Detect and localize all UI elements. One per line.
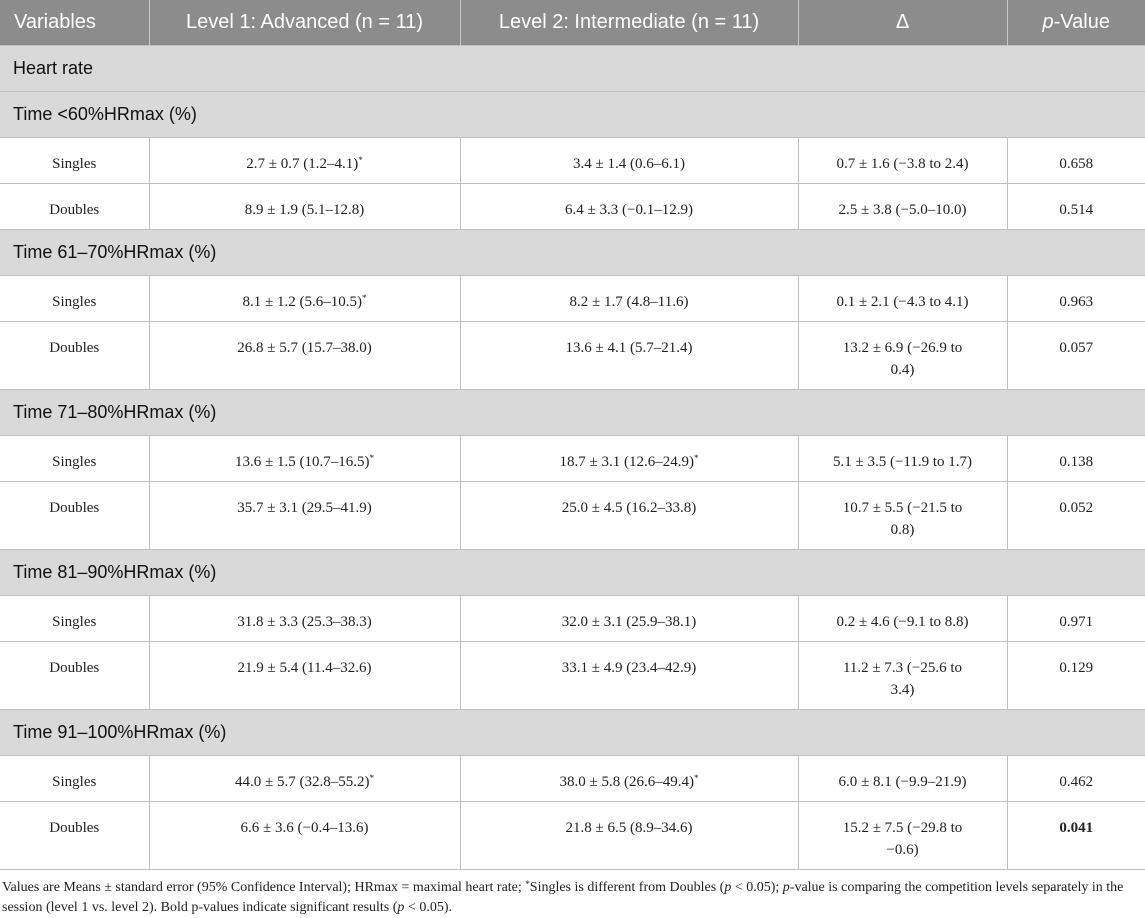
cell-delta-text: 10.7 ± 5.5 (−21.5 to 0.8) xyxy=(842,500,963,538)
cell-level1 xyxy=(149,322,460,390)
table-row xyxy=(0,322,1145,390)
table-row xyxy=(0,802,1145,870)
cell-p-value xyxy=(1007,642,1145,710)
cell-delta-text: 2.5 ± 3.8 (−5.0–10.0) xyxy=(838,202,967,218)
cell-delta-text: 0.7 ± 1.6 (−3.8 to 2.4) xyxy=(836,156,969,172)
cell-delta-text: 13.2 ± 6.9 (−26.9 to 0.4) xyxy=(842,340,963,378)
cell-level2 xyxy=(460,596,798,642)
section-title: Time 71–80%HRmax (%) xyxy=(0,390,1145,436)
cell-level1 xyxy=(149,756,460,802)
cell-level1-text: 21.9 ± 5.4 (11.4–32.6) xyxy=(237,660,372,676)
section-title: Heart rate xyxy=(0,46,1145,92)
cell-level2 xyxy=(460,642,798,710)
section-row xyxy=(0,92,1145,138)
cell-delta-text: 0.2 ± 4.6 (−9.1 to 8.8) xyxy=(836,614,969,630)
cell-label-text: Singles xyxy=(52,614,97,630)
section-title: Time 91–100%HRmax (%) xyxy=(0,710,1145,756)
cell-p-value xyxy=(1007,802,1145,870)
cell-level2-text: 18.7 ± 3.1 (12.6–24.9) xyxy=(559,454,694,470)
significance-marker: * xyxy=(361,293,367,303)
cell-label xyxy=(0,436,149,482)
cell-label-text: Doubles xyxy=(49,202,100,218)
footnote-p1: p xyxy=(724,880,732,895)
cell-level1-text: 31.8 ± 3.3 (25.3–38.3) xyxy=(237,614,372,630)
table-row xyxy=(0,276,1145,322)
table-row xyxy=(0,596,1145,642)
footnote-part4: -value is comparing the competition levels separately in the session (level 1 vs. level 2). Bold p-values indicate significant results ( xyxy=(2,880,1124,915)
cell-level2 xyxy=(460,436,798,482)
cell-level2 xyxy=(460,322,798,390)
cell-p-value-text: 0.462 xyxy=(1059,774,1094,790)
significance-marker: * xyxy=(693,773,699,783)
cell-level2 xyxy=(460,756,798,802)
cell-level1-text: 44.0 ± 5.7 (32.8–55.2) xyxy=(235,774,370,790)
cell-level2-text: 32.0 ± 3.1 (25.9–38.1) xyxy=(561,614,697,630)
cell-level1 xyxy=(149,138,460,184)
cell-p-value-text: 0.658 xyxy=(1059,156,1094,172)
cell-p-value xyxy=(1007,596,1145,642)
cell-level1 xyxy=(149,184,460,230)
cell-level1 xyxy=(149,276,460,322)
header-p-italic: p xyxy=(1042,11,1054,33)
cell-level2-text: 33.1 ± 4.9 (23.4–42.9) xyxy=(561,660,697,676)
footnote-p3: p xyxy=(397,900,405,915)
cell-level1 xyxy=(149,596,460,642)
header-level2: Level 2: Intermediate (n = 11) xyxy=(460,0,798,46)
footnote-part3: < 0.05); xyxy=(731,880,783,895)
section-row xyxy=(0,390,1145,436)
cell-label-text: Doubles xyxy=(49,660,100,676)
cell-level2 xyxy=(460,482,798,550)
footnote-p2: p xyxy=(782,880,790,895)
cell-p-value-text: 0.052 xyxy=(1059,500,1094,516)
cell-level1-text: 2.7 ± 0.7 (1.2–4.1) xyxy=(246,156,359,172)
cell-p-value xyxy=(1007,756,1145,802)
table-row xyxy=(0,184,1145,230)
cell-level2 xyxy=(460,276,798,322)
cell-delta-text: 0.1 ± 2.1 (−4.3 to 4.1) xyxy=(836,294,969,310)
header-p-value xyxy=(1007,0,1145,46)
cell-delta xyxy=(798,642,1007,710)
cell-level1 xyxy=(149,482,460,550)
cell-delta xyxy=(798,802,1007,870)
header-variables: Variables xyxy=(0,0,149,46)
cell-label xyxy=(0,756,149,802)
significance-marker: * xyxy=(369,453,374,463)
cell-level1 xyxy=(149,436,460,482)
cell-level2-text: 25.0 ± 4.5 (16.2–33.8) xyxy=(561,500,697,516)
cell-p-value-text: 0.963 xyxy=(1059,294,1094,310)
cell-p-value xyxy=(1007,482,1145,550)
table-row xyxy=(0,482,1145,550)
table-row xyxy=(0,138,1145,184)
cell-delta xyxy=(798,596,1007,642)
cell-label xyxy=(0,322,149,390)
table-row xyxy=(0,436,1145,482)
cell-delta-text: 11.2 ± 7.3 (−25.6 to 3.4) xyxy=(842,660,963,698)
section-title: Time 81–90%HRmax (%) xyxy=(0,550,1145,596)
cell-level2-text: 8.2 ± 1.7 (4.8–11.6) xyxy=(569,294,689,310)
significance-marker: * xyxy=(358,155,363,165)
table-row xyxy=(0,756,1145,802)
cell-label xyxy=(0,276,149,322)
cell-p-value-text: 0.057 xyxy=(1059,340,1094,356)
table-row xyxy=(0,642,1145,710)
cell-level2 xyxy=(460,184,798,230)
footnote-part5: < 0.05). xyxy=(404,900,452,915)
section-row xyxy=(0,550,1145,596)
cell-label xyxy=(0,802,149,870)
header-delta: Δ xyxy=(798,0,1007,46)
table-body xyxy=(0,46,1145,870)
cell-level1-text: 35.7 ± 3.1 (29.5–41.9) xyxy=(237,500,372,516)
cell-label-text: Singles xyxy=(52,774,97,790)
cell-label-text: Singles xyxy=(52,156,97,172)
table-footnote xyxy=(0,870,1144,918)
cell-delta xyxy=(798,322,1007,390)
cell-level2-text: 13.6 ± 4.1 (5.7–21.4) xyxy=(565,340,693,356)
cell-level2-text: 21.8 ± 6.5 (8.9–34.6) xyxy=(565,820,693,836)
cell-level2-text: 3.4 ± 1.4 (0.6–6.1) xyxy=(573,156,685,172)
cell-p-value xyxy=(1007,436,1145,482)
cell-p-value-text: 0.138 xyxy=(1059,454,1094,470)
cell-p-value-text: 0.129 xyxy=(1059,660,1094,676)
cell-level1-text: 13.6 ± 1.5 (10.7–16.5) xyxy=(235,454,370,470)
cell-label xyxy=(0,482,149,550)
cell-delta xyxy=(798,756,1007,802)
cell-label-text: Singles xyxy=(52,294,97,310)
section-title: Time 61–70%HRmax (%) xyxy=(0,230,1145,276)
table-header xyxy=(0,0,1145,46)
header-p-rest: -Value xyxy=(1053,11,1110,33)
cell-label-text: Doubles xyxy=(49,500,100,516)
cell-level1-text: 26.8 ± 5.7 (15.7–38.0) xyxy=(237,340,372,356)
cell-delta xyxy=(798,436,1007,482)
cell-level2 xyxy=(460,802,798,870)
cell-p-value xyxy=(1007,138,1145,184)
cell-delta xyxy=(798,184,1007,230)
significance-marker: * xyxy=(369,773,374,783)
cell-level1 xyxy=(149,642,460,710)
section-row-heart-rate xyxy=(0,46,1145,92)
cell-p-value-text: 0.514 xyxy=(1059,202,1094,218)
cell-level1-text: 8.1 ± 1.2 (5.6–10.5) xyxy=(242,294,362,310)
cell-p-value xyxy=(1007,322,1145,390)
cell-level2-text: 6.4 ± 3.3 (−0.1–12.9) xyxy=(565,202,693,218)
cell-label-text: Singles xyxy=(52,454,97,470)
footnote-asterisk: * xyxy=(525,879,530,889)
cell-p-value xyxy=(1007,276,1145,322)
cell-delta xyxy=(798,138,1007,184)
cell-label-text: Doubles xyxy=(49,820,100,836)
cell-delta xyxy=(798,482,1007,550)
cell-level1-text: 6.6 ± 3.6 (−0.4–13.6) xyxy=(240,820,369,836)
cell-delta-text: 15.2 ± 7.5 (−29.8 to −0.6) xyxy=(842,820,963,858)
header-level1: Level 1: Advanced (n = 11) xyxy=(149,0,460,46)
cell-delta-text: 5.1 ± 3.5 (−11.9 to 1.7) xyxy=(832,454,973,470)
footnote-part2: Singles is different from Doubles ( xyxy=(529,880,725,895)
cell-level1 xyxy=(149,802,460,870)
section-row xyxy=(0,230,1145,276)
significance-marker: * xyxy=(693,453,699,463)
cell-level1-text: 8.9 ± 1.9 (5.1–12.8) xyxy=(244,202,365,218)
cell-delta-text: 6.0 ± 8.1 (−9.9–21.9) xyxy=(838,774,967,790)
cell-p-value-text: 0.971 xyxy=(1059,614,1094,630)
footnote-part1: Values are Means ± standard error (95% Confidence Interval); HRmax = maximal heart rate; xyxy=(2,880,526,895)
cell-p-value-text: 0.041 xyxy=(1059,820,1094,836)
cell-label-text: Doubles xyxy=(49,340,100,356)
section-row xyxy=(0,710,1145,756)
cell-level2 xyxy=(460,138,798,184)
cell-label xyxy=(0,138,149,184)
cell-level2-text: 38.0 ± 5.8 (26.6–49.4) xyxy=(559,774,694,790)
cell-delta xyxy=(798,276,1007,322)
cell-label xyxy=(0,642,149,710)
section-title: Time <60%HRmax (%) xyxy=(0,92,1145,138)
cell-label xyxy=(0,184,149,230)
cell-label xyxy=(0,596,149,642)
cell-p-value xyxy=(1007,184,1145,230)
